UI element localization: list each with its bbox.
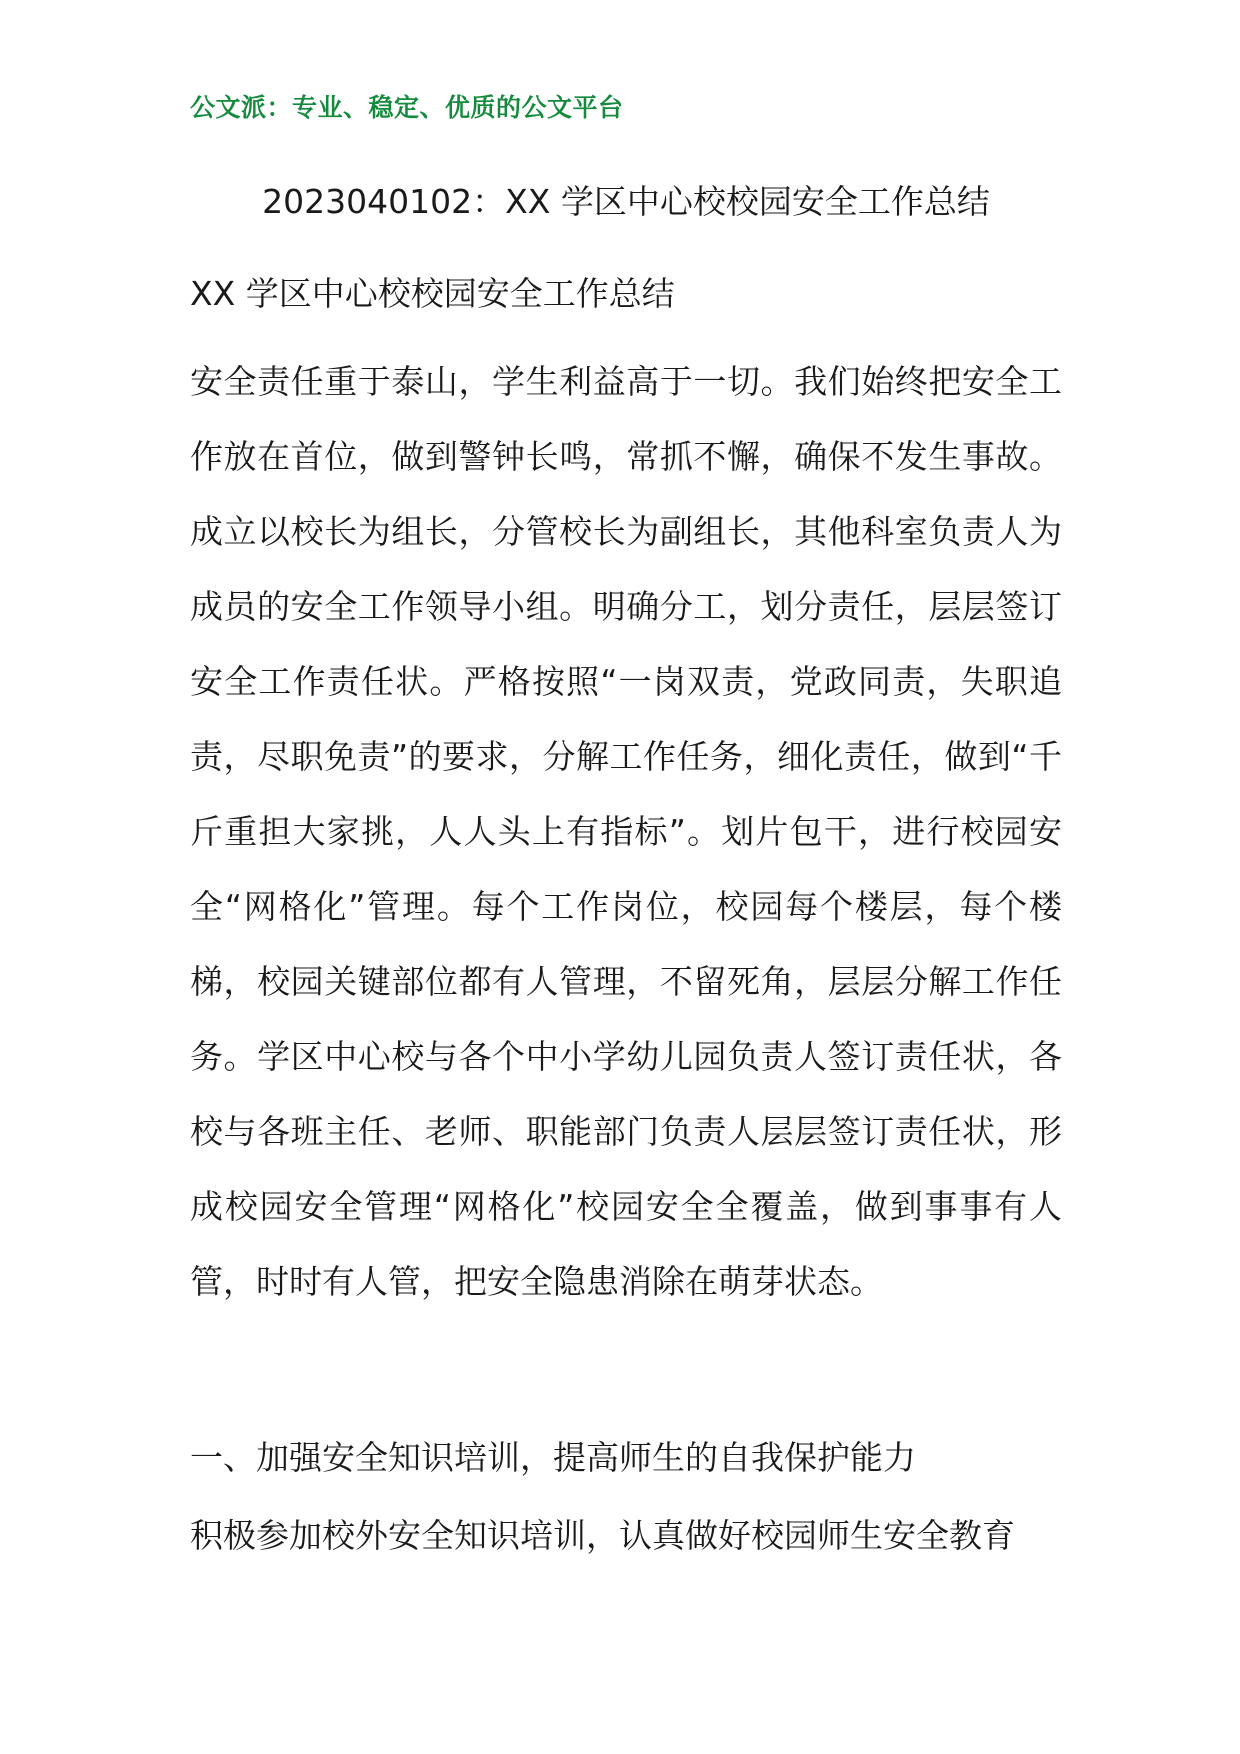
document-title: 2023040102：XX 学区中心校校园安全工作总结 bbox=[262, 182, 990, 221]
section-heading-1: 一、加强安全知识培训，提高师生的自我保护能力 bbox=[190, 1438, 916, 1477]
site-tagline: 公文派：专业、稳定、优质的公文平台 bbox=[190, 93, 624, 122]
body-paragraph-2: 积极参加校外安全知识培训，认真做好校园师生安全教育 bbox=[190, 1516, 1015, 1555]
body-paragraph-1: 安全责任重于泰山，学生利益高于一切。我们始终把安全工作放在首位，做到警钟长鸣，常抓不懈，确保不发生事故。成立以校长为组长，分管校长为副组长，其他科室负责人为成员的安全工作领导小组。明确分工，划分责任，层层签订安全工作责任状。严格按照“一岗双责，党政同责，失职追责，尽职免责”的要求，分解工作任务，细化责任，做到“千斤重担大家挑，人人头上有指标”。划片包干，进行校园安全“网格化”管理。每个工作岗位，校园每个楼层，每个楼梯，校园关键部位都有人管理，不留死角，层层分解工作任务。学区中心校与各个中小学幼儿园负责人签订责任状，各校与各班主任、老师、职能部门负责人层层签订责任状，形成校园安全管理“网格化”校园安全全覆盖，做到事事有人管，时时有人管，把安全隐患消除在萌芽状态。 bbox=[190, 362, 1062, 1301]
document-subtitle: XX 学区中心校校园安全工作总结 bbox=[190, 274, 675, 313]
